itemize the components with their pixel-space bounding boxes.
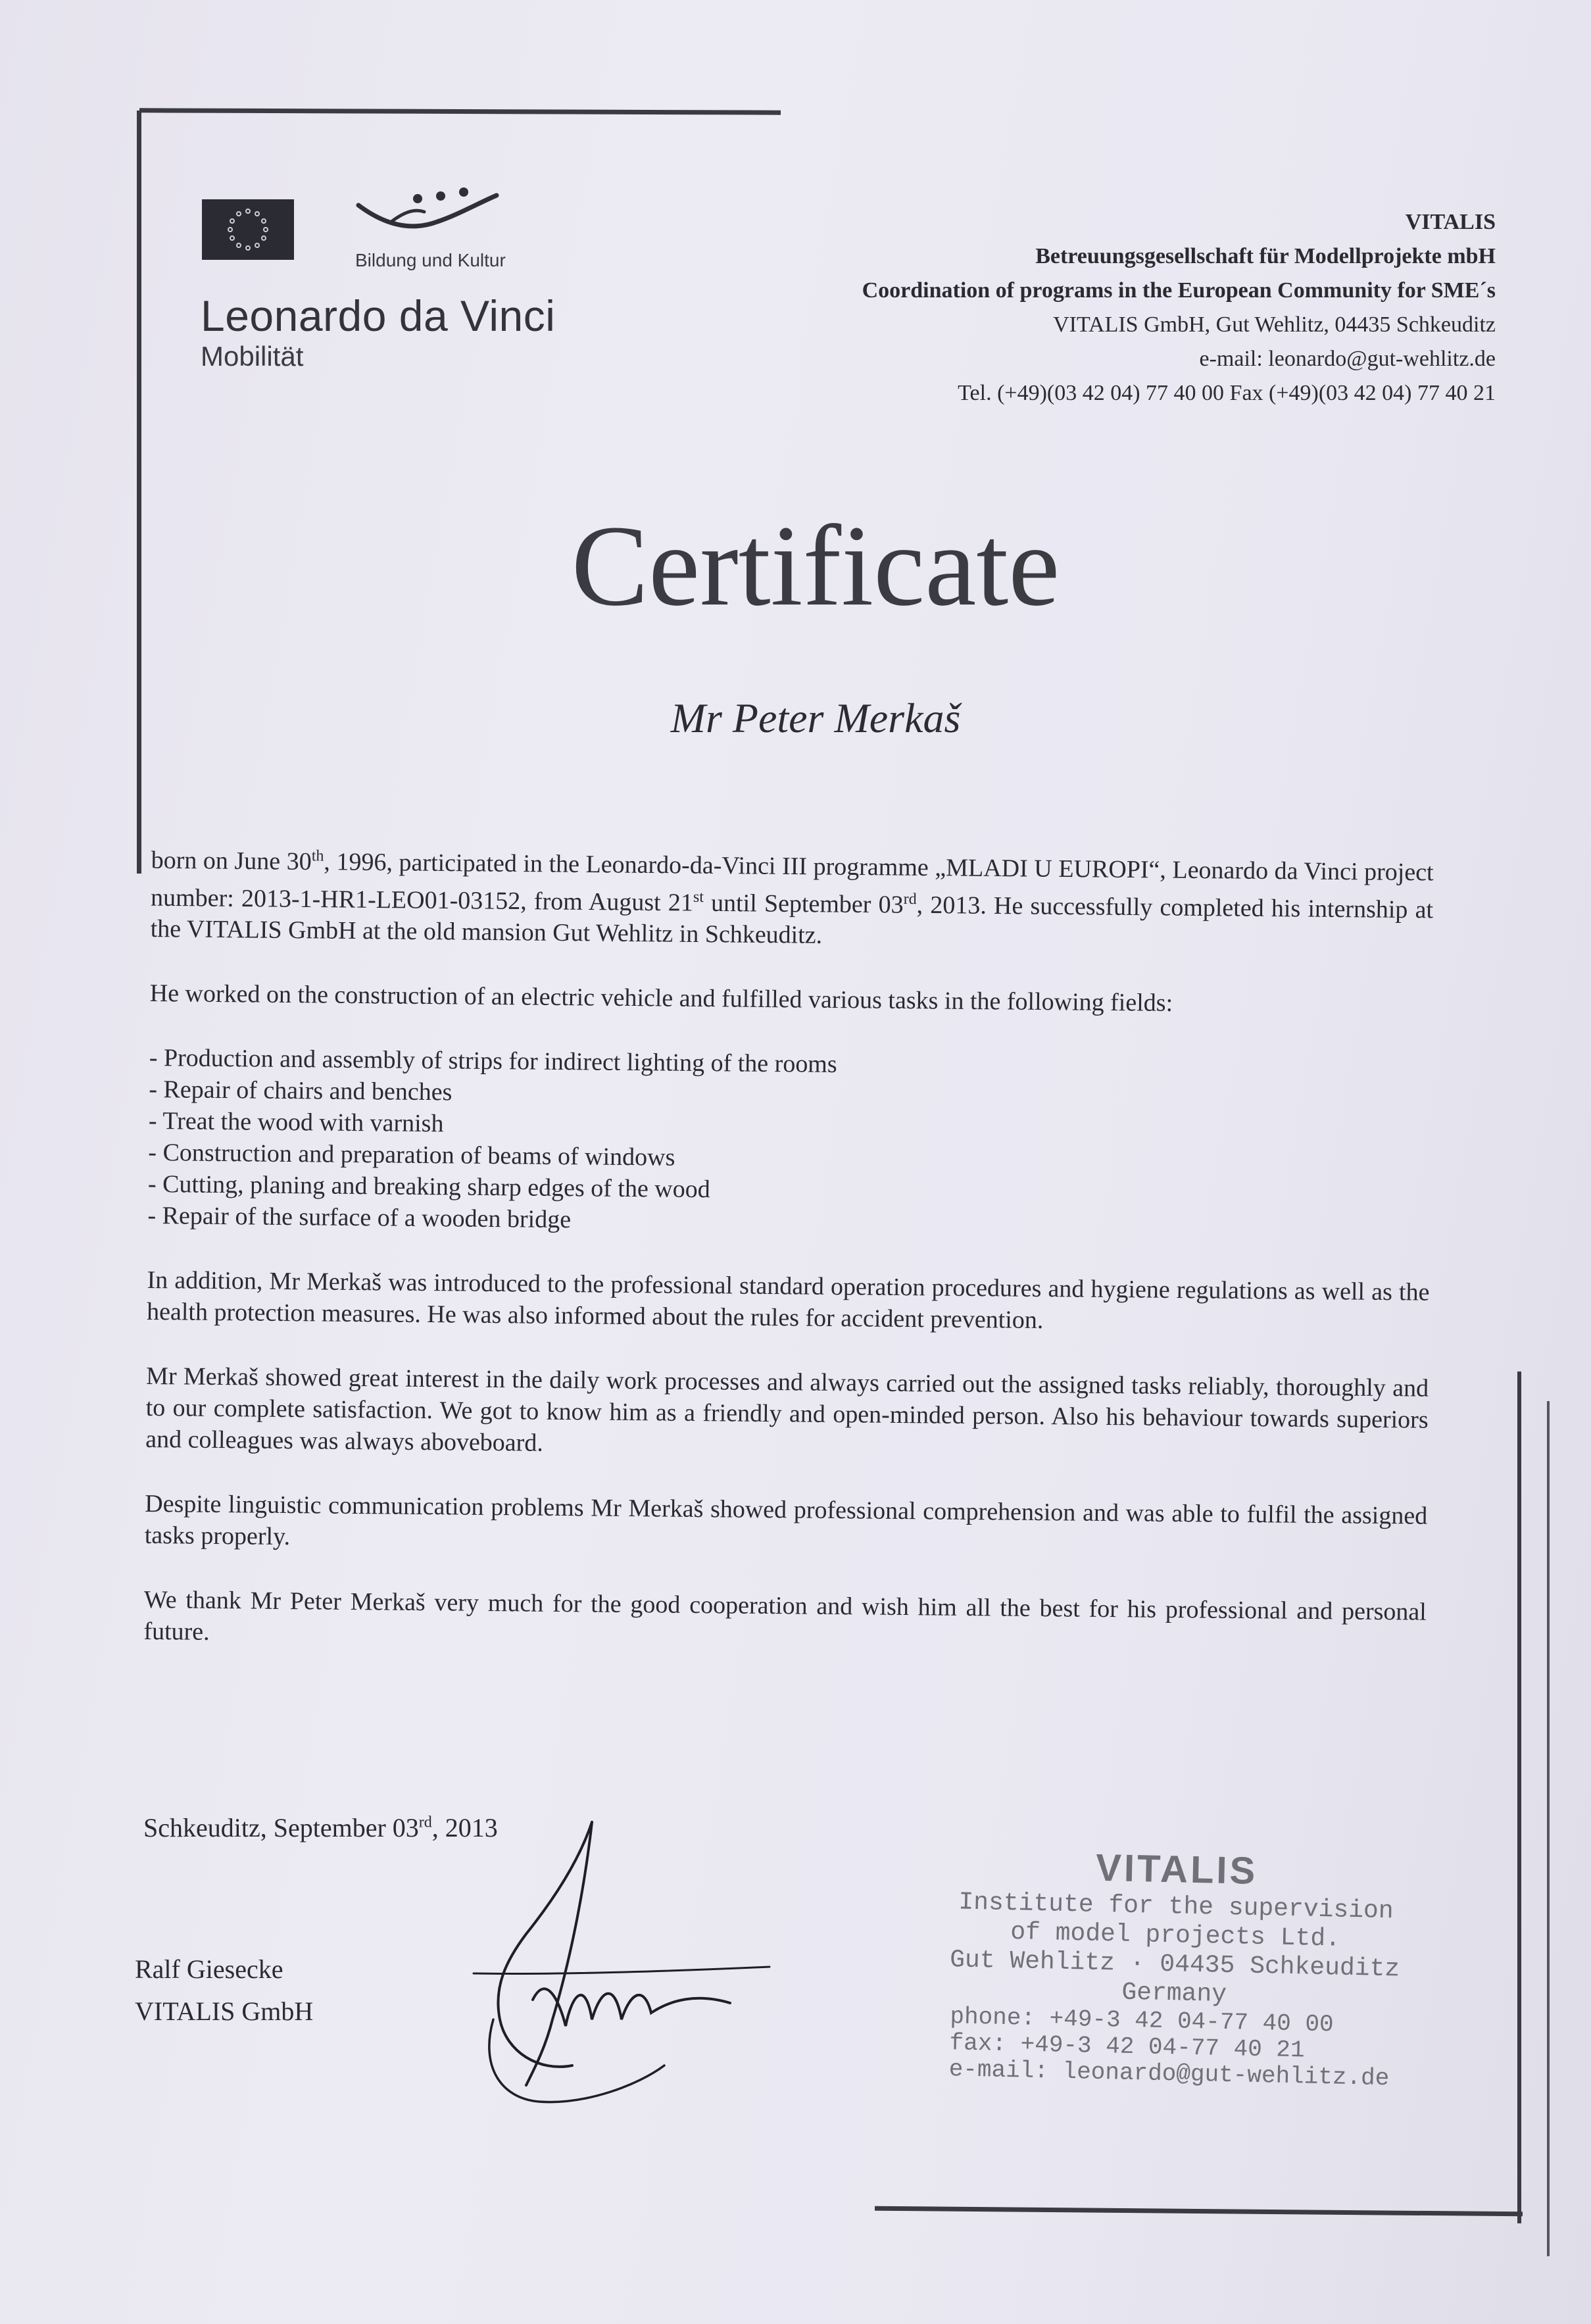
handwritten-signature	[454, 1802, 796, 2118]
frame-bottom-line	[875, 2206, 1523, 2217]
org-name: VITALIS	[1405, 210, 1496, 234]
org-email: e-mail: leonardo@gut-wehlitz.de	[1199, 347, 1496, 371]
paragraph-thanks: We thank Mr Peter Merkaš very much for the good cooperation and wish him all the best for his professional and personal future.	[143, 1586, 1427, 1646]
program-subtitle: Mobilität	[201, 341, 304, 372]
org-phone-fax: Tel. (+49)(03 42 04) 77 40 00 Fax (+49)(03 42 04) 77 40 21	[958, 381, 1496, 405]
list-item: - Repair of the surface of a wooden bridge	[147, 1202, 572, 1234]
signer-block	[135, 1948, 313, 2033]
list-item: - Cutting, planing and breaking sharp edges of the wood	[147, 1170, 710, 1204]
frame-top-line	[139, 108, 781, 114]
program-tagline: Bildung und Kultur	[355, 250, 506, 270]
org-full-name: Betreuungsgesellschaft für Modellprojekte mbH	[1035, 244, 1496, 268]
paragraph-communication: Despite linguistic communication problems Mr Merkaš showed professional comprehension and was able to fulfil the assigned tasks properly.	[144, 1490, 1428, 1551]
stamp-line: Germany	[1121, 1978, 1227, 2009]
document-title: Certificate	[571, 502, 1060, 630]
company-stamp	[942, 1842, 1407, 2092]
stamp-phone: phone: +49-3 42 04-77 40 00	[950, 2003, 1334, 2039]
signer-name: Ralf Giesecke	[135, 1954, 283, 1984]
program-name: Leonardo da Vinci	[201, 291, 556, 340]
frame-left-line	[137, 111, 141, 874]
stamp-fax: fax: +49-3 42 04-77 40 21	[949, 2029, 1306, 2064]
signer-organization: VITALIS GmbH	[135, 1996, 314, 2026]
org-address: VITALIS GmbH, Gut Wehlitz, 04435 Schkeuditz	[1053, 312, 1496, 337]
certificate-body	[143, 839, 1434, 1693]
stamp-email: e-mail: leonardo@gut-wehlitz.de	[948, 2056, 1390, 2092]
paragraph-tasks-intro: He worked on the construction of an electric vehicle and fulfilled various tasks in the following fields:	[149, 979, 1173, 1018]
frame-right-line	[1517, 1372, 1521, 2223]
place-and-date: Schkeuditz, September 03rd, 2013	[143, 1813, 498, 1842]
list-item: - Treat the wood with varnish	[148, 1107, 444, 1138]
stamp-line: Gut Wehlitz · 04435 Schkeuditz	[949, 1946, 1400, 1984]
task-list	[147, 1042, 1432, 1244]
frame-right-line-outer	[1547, 1401, 1550, 2256]
list-item: - Production and assembly of strips for indirect lighting of the rooms	[149, 1044, 837, 1079]
paragraph-safety: In addition, Mr Merkaš was introduced to the professional standard operation procedures and hygiene regulations as well as the health protection measures. He was also informed about the rules for accident prevention.	[146, 1266, 1430, 1335]
list-item: - Repair of chairs and benches	[149, 1075, 453, 1106]
stamp-title: VITALIS	[1095, 1846, 1258, 1892]
paragraph-participation: born on June 30th, 1996, participated in the Leonardo-da-Vinci III programme „MLADI U EUROPI“, Leonardo da Vinci project number: 2013-1-HR1-LEO01-03152, from August 21st until September 03rd, 2013. He successfully completed his internship at the VITALIS GmbH at the old mansion Gut Wehlitz in Schkeuditz.	[150, 846, 1434, 950]
eu-flag-logo	[202, 199, 294, 260]
list-item: - Construction and preparation of beams of windows	[148, 1139, 675, 1172]
recipient-name: Mr Peter Merkaš	[670, 695, 961, 741]
org-description: Coordination of programs in the European Community for SME´s	[862, 278, 1496, 303]
bildung-und-kultur-logo-icon	[352, 185, 503, 238]
letterhead-address-block	[862, 205, 1496, 410]
stamp-line: Institute for the supervision	[958, 1888, 1394, 1926]
stamp-line: of model projects Ltd.	[1010, 1918, 1341, 1954]
paragraph-performance: Mr Merkaš showed great interest in the daily work processes and always carried out the assigned tasks reliably, thoroughly and to our complete satisfaction. We got to know him as a friendly and open-minded person. Also his behaviour towards superiors and colleagues was always aboveboard.	[145, 1362, 1429, 1458]
